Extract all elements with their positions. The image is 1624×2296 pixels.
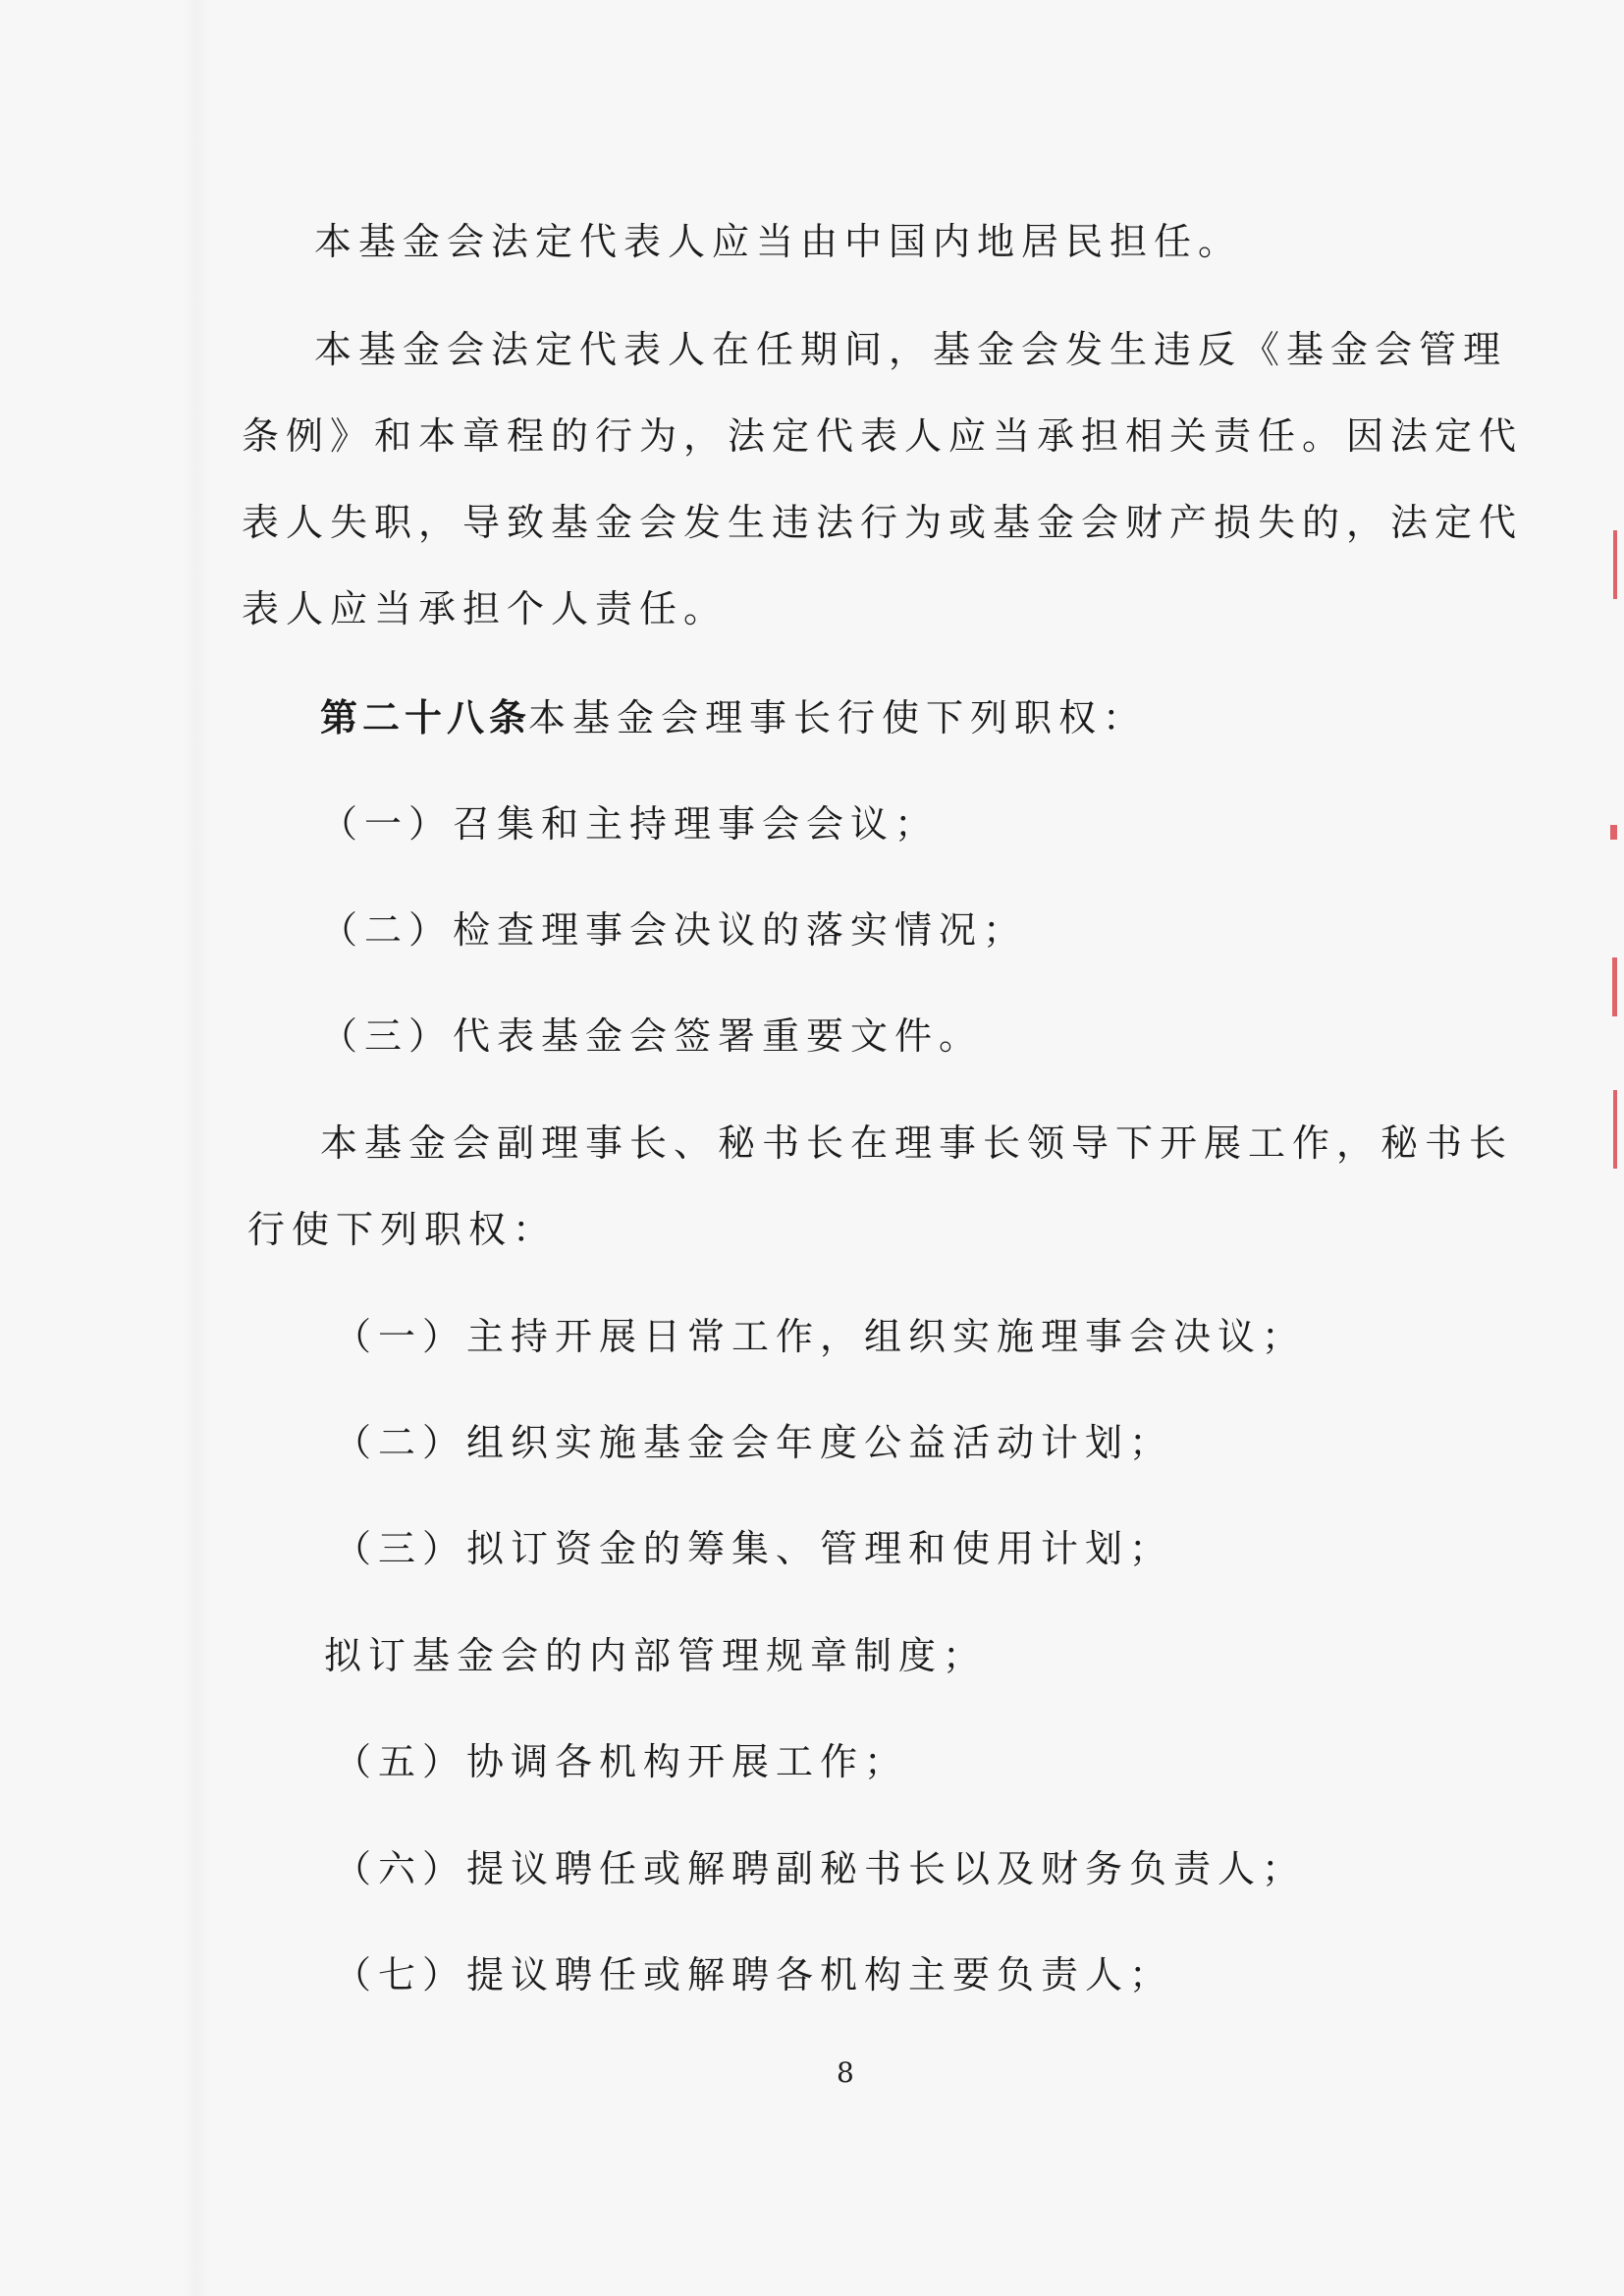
list-item-6: （三）拟订资金的筹集、管理和使用计划； — [334, 1527, 1174, 1570]
text-line-2: 本基金会法定代表人在任期间，基金会发生违反《基金会管理 — [314, 328, 1508, 371]
list-item-3: （三）代表基金会签署重要文件。 — [320, 1014, 984, 1058]
text-line-3: 条例》和本章程的行为，法定代表人应当承担相关责任。因法定代 — [242, 414, 1524, 458]
seal-bleed-mark-3 — [1612, 957, 1617, 1016]
text-line-8: 拟订基金会的内部管理规章制度； — [324, 1634, 988, 1677]
seal-bleed-mark-2 — [1610, 825, 1617, 840]
list-item-8: （六）提议聘任或解聘副秘书长以及财务负责人； — [334, 1847, 1307, 1890]
list-item-2: （二）检查理事会决议的落实情况； — [320, 908, 1028, 952]
text-line-4: 表人失职，导致基金会发生违法行为或基金会财产损失的，法定代 — [242, 501, 1524, 544]
text-line-1: 本基金会法定代表人应当由中国内地居民担任。 — [314, 220, 1243, 263]
list-item-4: （一）主持开展日常工作，组织实施理事会决议； — [334, 1315, 1307, 1358]
list-item-5: （二）组织实施基金会年度公益活动计划； — [334, 1421, 1174, 1464]
list-item-7: （五）协调各机构开展工作； — [334, 1740, 909, 1783]
list-item-1: （一）召集和主持理事会会议； — [320, 802, 940, 846]
page-number: 8 — [837, 2056, 854, 2089]
text-line-6: 本基金会副理事长、秘书长在理事长领导下开展工作，秘书长 — [320, 1121, 1514, 1165]
article-heading-text: 本基金会理事长行使下列职权： — [528, 696, 1148, 739]
article-heading: 第二十八条 — [320, 695, 532, 739]
text-line-5: 表人应当承担个人责任。 — [242, 587, 729, 630]
seal-bleed-mark-1 — [1613, 530, 1617, 599]
text-line-7: 行使下列职权： — [247, 1208, 558, 1251]
list-item-9: （七）提议聘任或解聘各机构主要负责人； — [334, 1953, 1174, 1996]
seal-bleed-mark-4 — [1613, 1090, 1617, 1169]
